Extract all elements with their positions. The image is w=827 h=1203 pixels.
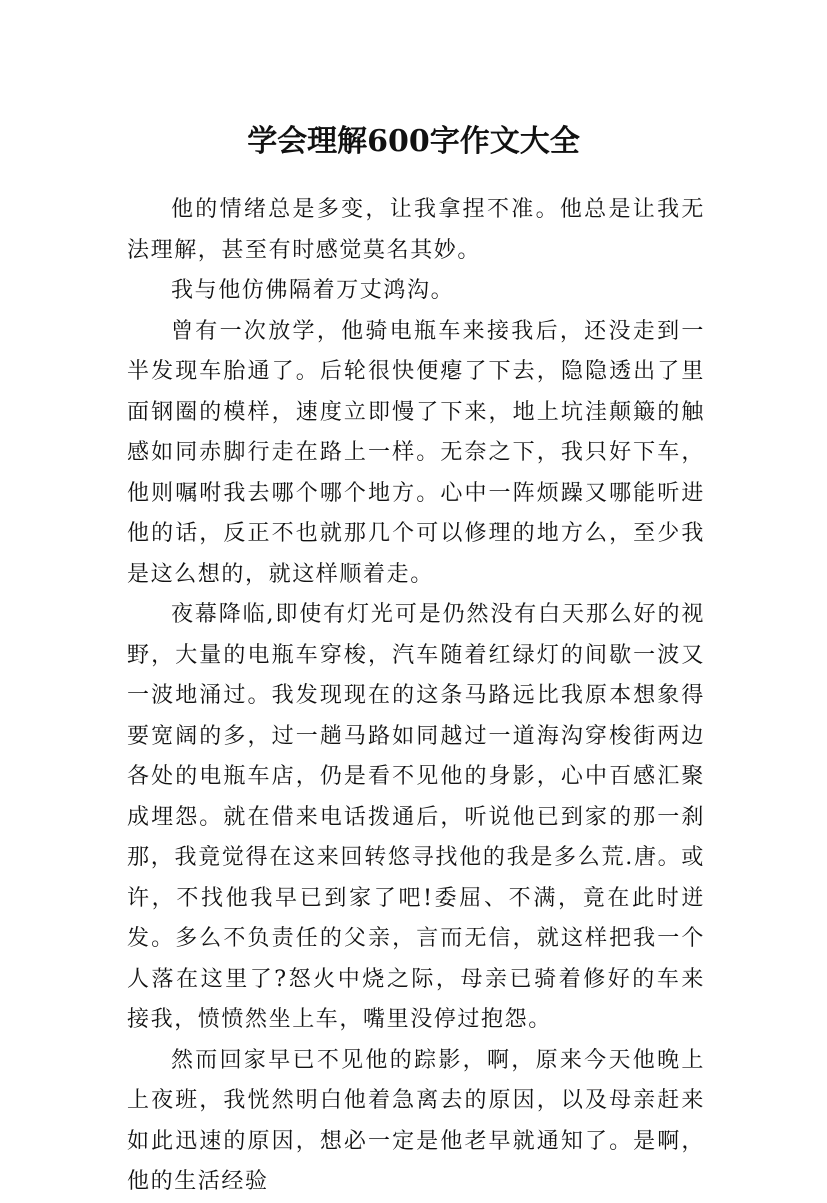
paragraph: 他的情绪总是多变，让我拿捏不准。他总是让我无法理解，甚至有时感觉莫名其妙。	[127, 197, 705, 263]
paragraph: 我与他仿佛隔着万丈鸿沟。	[171, 278, 455, 303]
paragraph: 然而回家早已不见他的踪影，啊，原来今天他晚上上夜班，我恍然明白他着急离去的原因，以及母亲赶来如此迅速的原因，想必一定是他老早就通知了。是啊，他的生活经验	[127, 1047, 705, 1194]
document-title: 学会理解600字作文大全	[247, 124, 580, 160]
paragraph: 夜幕降临,即使有灯光可是仍然没有白天那么好的视野，大量的电瓶车穿梭，汽车随着红绿灯的间歇一波又一波地涌过。我发现现在的这条马路远比我原本想象得要宽阔的多，过一趟马路如同越过一道海沟穿梭街两边各处的电瓶车店，仍是看不见他的身影，心中百感汇聚成埋怨。就在借来电话拨通后，听说他已到家的那一刹那，我竟觉得在这来回转悠寻找他的我是多么荒.唐。或许，不找他我早已到家了吧!委屈、不满，竟在此时迸发。多么不负责任的父亲，言而无信，就这样把我一个人落在这里了?怒火中烧之际，母亲已骑着修好的车来接我，愤愤然坐上车，嘴里没停过抱怨。	[127, 602, 705, 1032]
paragraph: 曾有一次放学，他骑电瓶车来接我后，还没走到一半发现车胎通了。后轮很快便瘪了下去，隐隐透出了里面钢圈的模样，速度立即慢了下来，地上坑洼颠簸的触感如同赤脚行走在路上一样。无奈之下，我只好下车，他则嘱咐我去哪个哪个地方。心中一阵烦躁又哪能听进他的话，反正不也就那几个可以修理的地方么，至少我是这么想的，就这样顺着走。	[127, 318, 705, 587]
document-body	[127, 190, 705, 1203]
